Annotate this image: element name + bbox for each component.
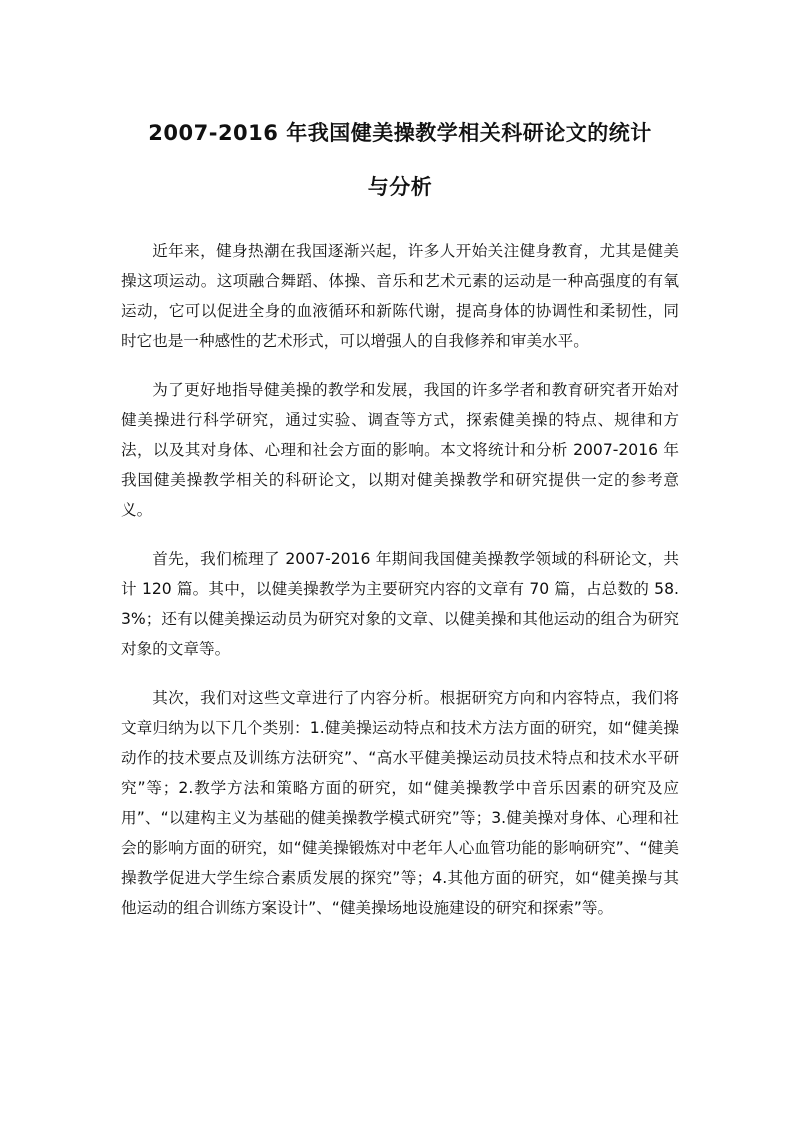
paragraph-1: 近年来，健身热潮在我国逐渐兴起，许多人开始关注健身教育，尤其是健美操这项运动。这项融合舞蹈、体操、音乐和艺术元素的运动是一种高强度的有氧运动，它可以促进全身的血液循环和新陈代谢，提高身体的协调性和柔韧性，同时它也是一种感性的艺术形式，可以增强人的自我修养和审美水平。	[121, 242, 679, 350]
paragraph-4: 其次，我们对这些文章进行了内容分析。根据研究方向和内容特点，我们将文章归纳为以下几个类别：1.健美操运动特点和技术方法方面的研究，如“健美操动作的技术要点及训练方法研究”、“高水平健美操运动员技术特点和技术水平研究”等；2.教学方法和策略方面的研究，如“健美操教学中音乐因素的研究及应用”、“以建构主义为基础的健美操教学模式研究”等；3.健美操对身体、心理和社会的影响方面的研究，如“健美操锻炼对中老年人心血管功能的影响研究”、“健美操教学促进大学生综合素质发展的探究”等；4.其他方面的研究，如“健美操与其他运动的组合训练方案设计”、“健美操场地设施建设的研究和探索”等。	[121, 689, 679, 917]
document-title-line-1: 2007-2016 年我国健美操教学相关科研论文的统计	[148, 121, 652, 145]
document-body	[121, 236, 679, 942]
paragraph-3: 首先，我们梳理了 2007-2016 年期间我国健美操教学领域的科研论文，共计 120 篇。其中，以健美操教学为主要研究内容的文章有 70 篇，占总数的 58.3%；还有以健美操运动员为研究对象的文章、以健美操和其他运动的组合为研究对象的文章等。	[121, 550, 679, 658]
document-title-line-2: 与分析	[367, 175, 433, 199]
paragraph-2: 为了更好地指导健美操的教学和发展，我国的许多学者和教育研究者开始对健美操进行科学研究，通过实验、调查等方式，探索健美操的特点、规律和方法，以及其对身体、心理和社会方面的影响。本文将统计和分析 2007-2016 年我国健美操教学相关的科研论文，以期对健美操教学和研究提供一定的参考意义。	[121, 381, 679, 519]
